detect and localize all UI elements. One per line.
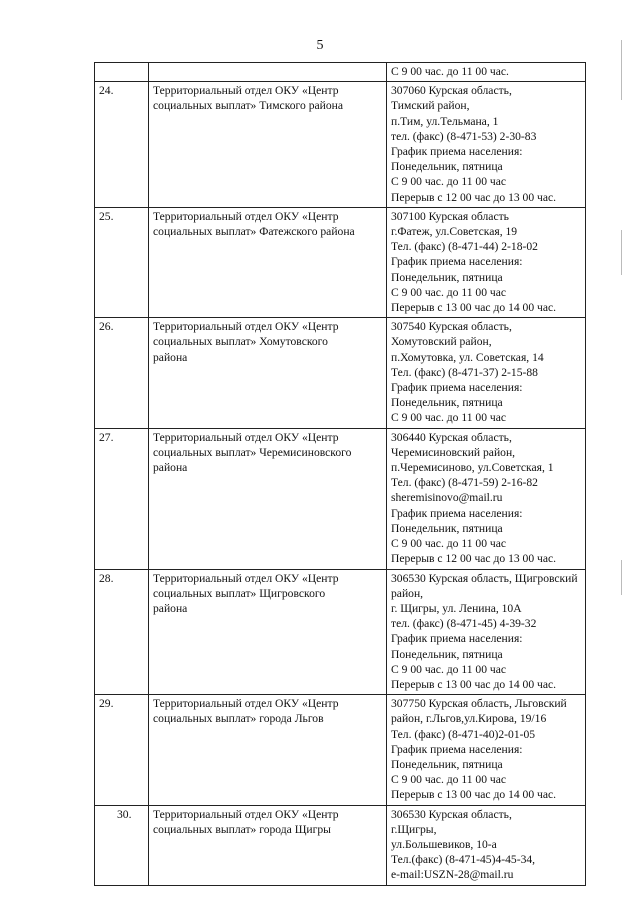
table-row xyxy=(95,207,586,317)
scan-edge-mark xyxy=(621,40,622,100)
contact-line: График приема населения: xyxy=(391,506,523,520)
office-name-line: Территориальный отдел ОКУ «Центр xyxy=(153,209,339,223)
contact-line: Перерыв с 12 00 час до 13 00 час. xyxy=(391,552,557,566)
contact-line: Перерыв с 13 00 час до 14 00 час. xyxy=(391,788,557,802)
contact-line: ул.Большевиков, 10-а xyxy=(391,837,497,851)
contact-cell xyxy=(387,63,586,82)
office-name-cell xyxy=(149,569,387,695)
contact-line: Тел. (факс) (8-471-44) 2-18-02 xyxy=(391,240,538,254)
contact-line: Тимский район, xyxy=(391,99,470,113)
office-name-line: социальных выплат» Тимского района xyxy=(153,99,343,113)
office-name-line: Территориальный отдел ОКУ «Центр xyxy=(153,571,339,585)
contact-line: Хомутовский район, xyxy=(391,335,492,349)
office-name-line: Территориальный отдел ОКУ «Центр xyxy=(153,320,339,334)
contact-cell xyxy=(387,805,586,885)
contact-line: Тел.(факс) (8-471-45)4-45-34, xyxy=(391,853,536,867)
contact-line: Перерыв с 13 00 час до 14 00 час. xyxy=(391,677,557,691)
office-name-line: Территориальный отдел ОКУ «Центр xyxy=(153,430,339,444)
contact-line: С 9 00 час. до 11 00 час xyxy=(391,411,507,425)
row-number-cell: 28. xyxy=(95,569,149,695)
contact-line: Перерыв с 13 00 час до 14 00 час. xyxy=(391,301,557,315)
contact-line: Тел. (факс) (8-471-40)2-01-05 xyxy=(391,727,536,741)
contact-line: График приема населения: xyxy=(391,255,523,269)
office-name-cell xyxy=(149,318,387,428)
contact-line: 306440 Курская область, xyxy=(391,430,512,444)
office-name-line: района xyxy=(153,461,188,475)
contact-line: Понедельник, пятница xyxy=(391,270,503,284)
contact-cell xyxy=(387,569,586,695)
contact-line: Понедельник, пятница xyxy=(391,521,503,535)
row-number-cell: 30. xyxy=(95,805,149,885)
contact-cell xyxy=(387,82,586,208)
office-name-line: Территориальный отдел ОКУ «Центр xyxy=(153,84,339,98)
contact-line: тел. (факс) (8-471-45) 4-39-32 xyxy=(391,617,537,631)
contact-line: График приема населения: xyxy=(391,381,523,395)
contact-line: Понедельник, пятница xyxy=(391,160,503,174)
office-name-line: Территориальный отдел ОКУ «Центр xyxy=(153,697,339,711)
page-number: 5 xyxy=(316,38,324,53)
office-name-cell xyxy=(149,63,387,82)
table-row xyxy=(95,82,586,208)
contact-cell xyxy=(387,428,586,569)
contact-line: п.Черемисиново, ул.Советская, 1 xyxy=(391,461,554,475)
contact-line: С 9 00 час. до 11 00 час xyxy=(391,175,507,189)
contact-line: 307060 Курская область, xyxy=(391,84,512,98)
contact-line: п.Тим, ул.Тельмана, 1 xyxy=(391,114,499,128)
table-row xyxy=(95,318,586,428)
table-row xyxy=(95,569,586,695)
row-number-cell: 25. xyxy=(95,207,149,317)
offices-table xyxy=(94,62,586,886)
office-name-line: Территориальный отдел ОКУ «Центр xyxy=(153,807,339,821)
table-row xyxy=(95,428,586,569)
contact-line: Тел. (факс) (8-471-59) 2-16-82 xyxy=(391,476,538,490)
office-name-line: социальных выплат» Черемисиновского xyxy=(153,445,352,459)
contact-line: г.Щигры, xyxy=(391,822,437,836)
contact-line: e-mail:USZN-28@mail.ru xyxy=(391,868,514,882)
scan-edge-mark xyxy=(621,230,622,275)
row-number-cell xyxy=(95,63,149,82)
table-row-continued xyxy=(95,63,586,82)
office-name-line: социальных выплат» города Льгов xyxy=(153,712,324,726)
contact-line: район, xyxy=(391,586,424,600)
contact-line: г.Фатеж, ул.Советская, 19 xyxy=(391,225,518,239)
scan-edge-mark xyxy=(621,560,622,595)
office-name-cell xyxy=(149,695,387,805)
office-name-line: района xyxy=(153,601,188,615)
office-name-cell xyxy=(149,805,387,885)
contact-line: Перерыв с 12 00 час до 13 00 час. xyxy=(391,190,557,204)
contact-cell xyxy=(387,207,586,317)
contact-line: 306530 Курская область, xyxy=(391,807,512,821)
contact-cell xyxy=(387,318,586,428)
office-name-cell xyxy=(149,207,387,317)
contact-line: Понедельник, пятница xyxy=(391,647,503,661)
office-name-line: социальных выплат» города Щигры xyxy=(153,822,331,836)
contact-cell xyxy=(387,695,586,805)
row-number-cell: 26. xyxy=(95,318,149,428)
contact-line: Тел. (факс) (8-471-37) 2-15-88 xyxy=(391,365,538,379)
office-name-cell xyxy=(149,82,387,208)
office-name-line: района xyxy=(153,350,188,364)
contact-line: Черемисиновский район, xyxy=(391,445,516,459)
contact-line: С 9 00 час. до 11 00 час xyxy=(391,537,507,551)
contact-line: С 9 00 час. до 11 00 час xyxy=(391,773,507,787)
office-name-line: социальных выплат» Фатежского района xyxy=(153,225,355,239)
contact-line: С 9 00 час. до 11 00 час xyxy=(391,285,507,299)
office-name-cell xyxy=(149,428,387,569)
contact-line: 307100 Курская область xyxy=(391,209,509,223)
row-number-cell: 27. xyxy=(95,428,149,569)
contact-line: 306530 Курская область, Щигровский xyxy=(391,571,578,585)
contact-line: тел. (факс) (8-471-53) 2-30-83 xyxy=(391,129,537,143)
contact-line: Понедельник, пятница xyxy=(391,757,503,771)
contact-line: 307750 Курская область, Льговский xyxy=(391,697,567,711)
table-row xyxy=(95,805,586,885)
office-name-line: социальных выплат» Щигровского xyxy=(153,586,326,600)
contact-line: г. Щигры, ул. Ленина, 10А xyxy=(391,601,522,615)
office-name-line: социальных выплат» Хомутовского xyxy=(153,335,328,349)
contact-line: Понедельник, пятница xyxy=(391,396,503,410)
contact-line: График приема населения: xyxy=(391,145,523,159)
row-number-cell: 24. xyxy=(95,82,149,208)
table-row xyxy=(95,695,586,805)
row-number-cell: 29. xyxy=(95,695,149,805)
contact-line: 307540 Курская область, xyxy=(391,320,512,334)
contact-line: район, г.Льгов,ул.Кирова, 19/16 xyxy=(391,712,547,726)
contact-line: График приема населения: xyxy=(391,632,523,646)
contact-line: п.Хомутовка, ул. Советская, 14 xyxy=(391,350,544,364)
contact-line: С 9 00 час. до 11 00 час. xyxy=(391,65,509,78)
contact-line: График приема населения: xyxy=(391,742,523,756)
contact-line: sheremisinovo@mail.ru xyxy=(391,491,503,505)
contact-line: С 9 00 час. до 11 00 час xyxy=(391,662,507,676)
